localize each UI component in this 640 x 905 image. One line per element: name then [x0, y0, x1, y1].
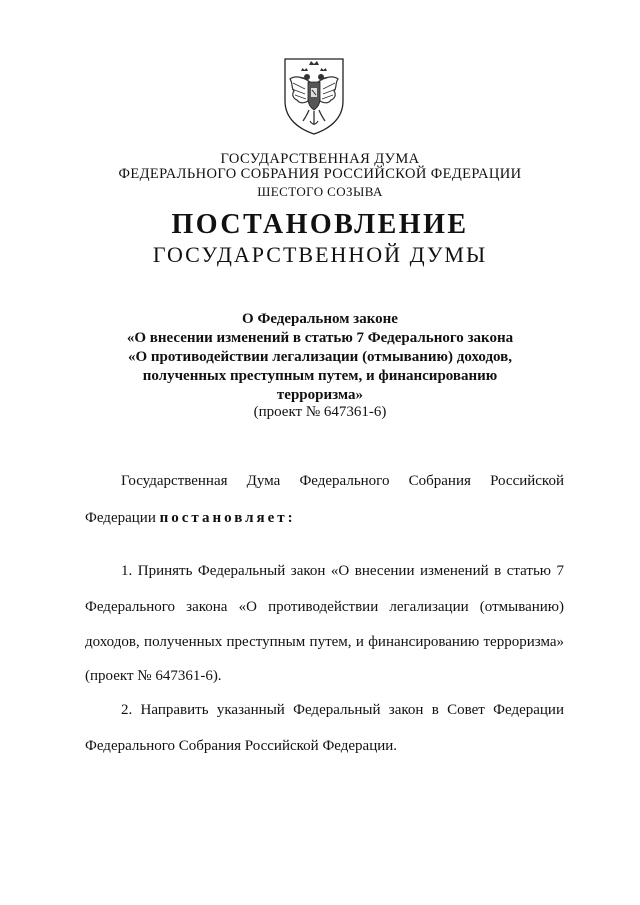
subject-line-1: О Федеральном законе: [242, 311, 398, 327]
preamble-line-2: [85, 509, 296, 527]
resolves-word: постановляет:: [159, 510, 296, 526]
document-type-title: ПОСТАНОВЛЕНИЕ: [171, 209, 469, 240]
item2-line-2: Федерального Собрания Российской Федерации.: [85, 738, 398, 754]
item1-line-3: доходов, полученных преступным путем, и финансированию терроризма»: [85, 634, 564, 650]
item1-line-2: Федерального закона «О противодействии легализации (отмыванию): [85, 599, 564, 615]
subject-line-5: терроризма»: [276, 387, 364, 403]
preamble-text: Федерации: [85, 510, 160, 526]
subject-line-4: полученных преступным путем, и финансированию: [142, 368, 498, 384]
preamble-line-1: Государственная Дума Федерального Собрания Российской: [121, 473, 564, 489]
subject-line-2: «О внесении изменений в статью 7 Федерального закона: [126, 330, 514, 346]
document-issuing-body: ГОСУДАРСТВЕННОЙ ДУМЫ: [152, 242, 488, 267]
item1-line-4: (проект № 647361-6).: [85, 668, 222, 684]
subject-line-3: «О противодействии легализации (отмыванию) доходов,: [127, 349, 513, 365]
project-number: (проект № 647361-6): [253, 404, 387, 420]
issuer-convocation: ШЕСТОГО СОЗЫВА: [257, 184, 383, 199]
issuer-line-2: ФЕДЕРАЛЬНОГО СОБРАНИЯ РОССИЙСКОЙ ФЕДЕРАЦИИ: [118, 166, 522, 182]
coat-of-arms-icon: [279, 55, 349, 137]
issuer-line-1: ГОСУДАРСТВЕННАЯ ДУМА: [220, 151, 420, 167]
item2-line-1: 2. Направить указанный Федеральный закон в Совет Федерации: [121, 702, 564, 718]
item1-line-1: 1. Принять Федеральный закон «О внесении изменений в статью 7: [121, 563, 564, 579]
